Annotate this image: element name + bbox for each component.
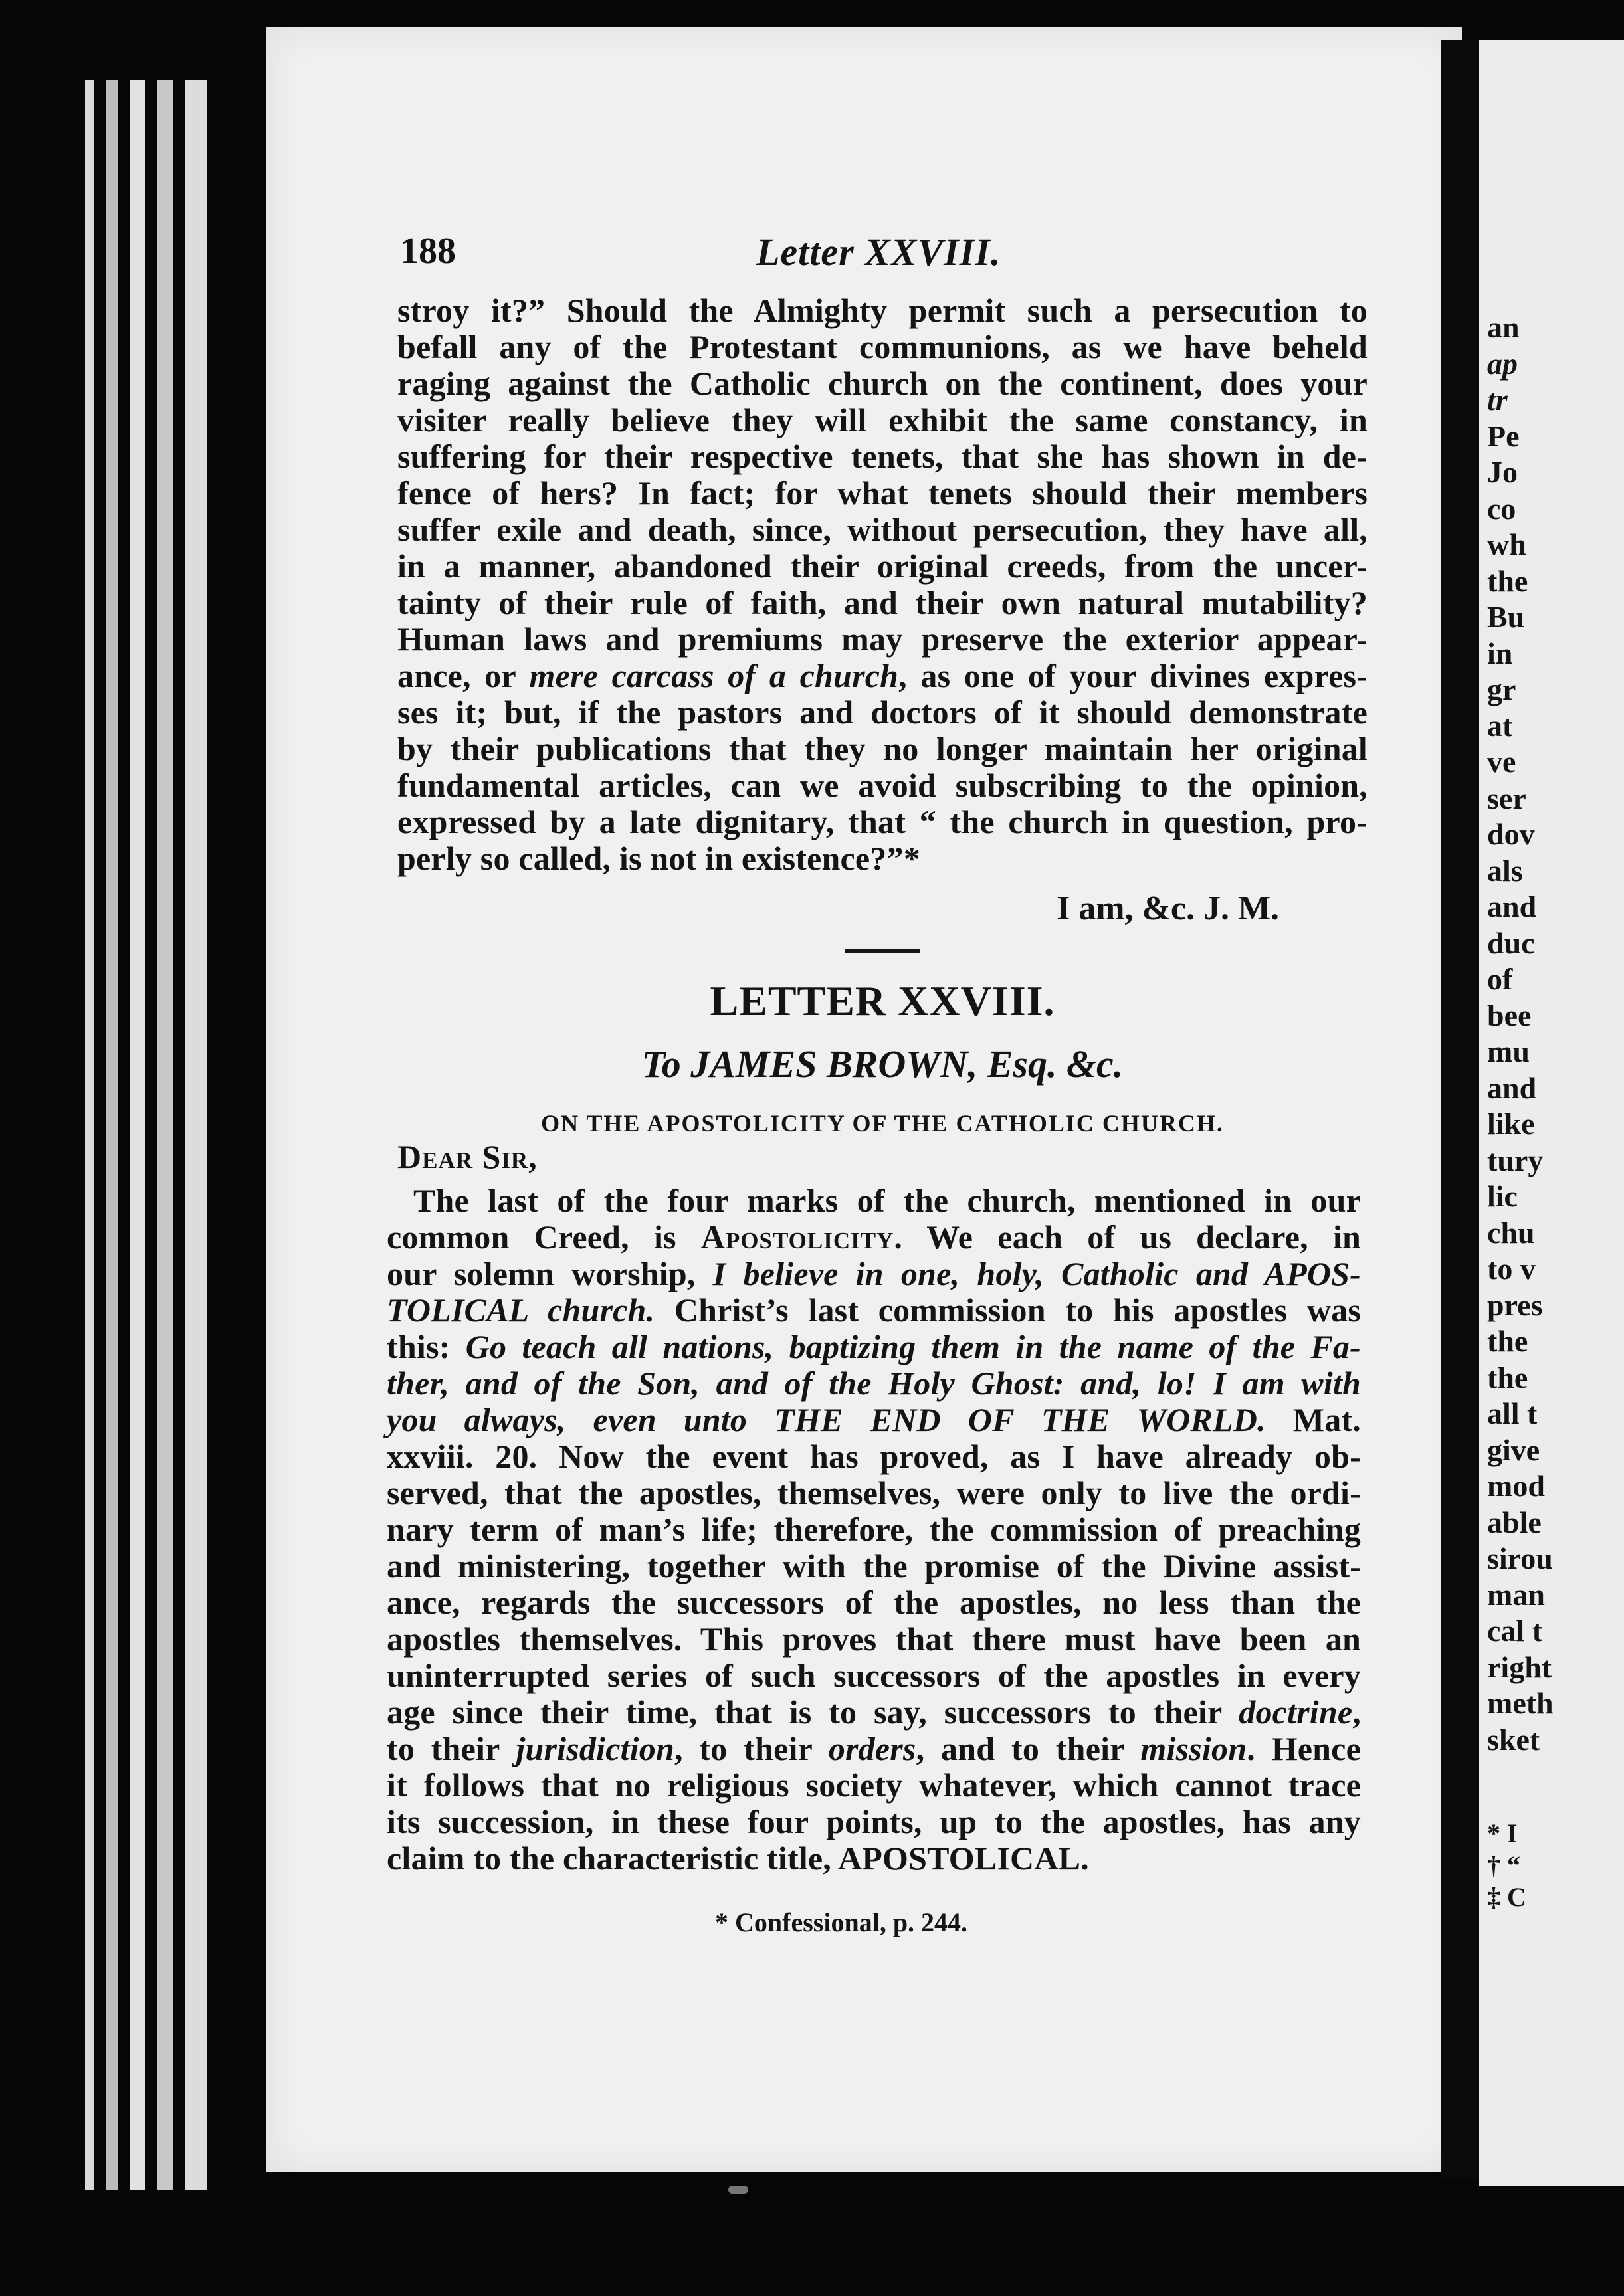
text-run: , and to their — [916, 1730, 1141, 1767]
facing-page-fragment: sirou — [1487, 1541, 1553, 1575]
facing-page-fragment: co — [1487, 491, 1516, 526]
facing-page-note: ‡ C — [1487, 1882, 1526, 1912]
footnote: * Confessional, p. 244. — [715, 1907, 968, 1937]
facing-page-note: † “ — [1487, 1850, 1520, 1880]
facing-page-fragment: the — [1487, 1324, 1528, 1358]
letter-topic: ON THE APOSTOLICITY OF THE CATHOLIC CHURCH. — [541, 1110, 1224, 1137]
text-line — [387, 1365, 1361, 1402]
text-line: xxviii. 20. Now the event has proved, as I have already ob- — [387, 1438, 1361, 1475]
text-line — [387, 1731, 1361, 1767]
italic-phrase: mere carcass of a church — [529, 657, 899, 694]
facing-page-fragment: pres — [1487, 1288, 1543, 1322]
facing-page-fragment: and — [1487, 1070, 1537, 1105]
italic-phrase: TOLICAL church. — [387, 1292, 655, 1329]
text-run: age since their time, that is to say, successors to their — [387, 1693, 1239, 1731]
text-line: befall any of the Protestant communions, as we have beheld — [397, 328, 1368, 365]
italic-phrase: Go teach all nations, baptizing them in the name of the Fa- — [465, 1328, 1361, 1365]
text-line: nary term of man’s life; therefore, the commission of preaching — [387, 1511, 1361, 1548]
facing-page-note: * I — [1487, 1818, 1518, 1848]
text-line — [387, 1256, 1361, 1292]
italic-phrase: ther, and of the Son, and of the Holy Ghost: and, lo! I am with — [387, 1365, 1361, 1402]
text-line: served, that the apostles, themselves, were only to live the ordi- — [387, 1474, 1361, 1511]
text-line: fundamental articles, can we avoid subscribing to the opinion, — [397, 767, 1368, 804]
facing-page-fragment: tury — [1487, 1143, 1544, 1177]
print-speck — [728, 2186, 748, 2194]
text-run: to their — [387, 1730, 516, 1767]
facing-page-fragment: the — [1487, 1360, 1528, 1394]
text-line: its succession, in these four points, up to the apostles, has any — [387, 1803, 1361, 1840]
facing-page-fragment: in — [1487, 636, 1513, 670]
facing-page-fragment: lic — [1487, 1179, 1518, 1213]
page-edge — [130, 80, 145, 2190]
facing-page-fragment: cal t — [1487, 1614, 1543, 1648]
text-line — [387, 1694, 1361, 1731]
page-number: 188 — [400, 231, 456, 272]
letter-addressee: To JAMES BROWN, Esq. &c. — [641, 1042, 1124, 1086]
facing-page-fragment: gr — [1487, 672, 1516, 706]
text-run: , to their — [674, 1730, 829, 1767]
text-line — [387, 1402, 1361, 1438]
text-line: raging against the Catholic church on the continent, does your — [397, 365, 1368, 402]
small-caps-word: Apostolicity — [700, 1218, 894, 1256]
facing-page-fragment: and — [1487, 890, 1537, 923]
text-line — [387, 1219, 1361, 1256]
text-line: perly so called, is not in existence?”* — [397, 840, 920, 877]
italic-phrase: I believe in one, holy, Catholic and APOS- — [712, 1255, 1361, 1292]
text-run: , as one of your divines expres- — [898, 657, 1368, 694]
facing-page-fragment: ap — [1487, 346, 1518, 381]
letter-body — [387, 1183, 1361, 1877]
page-edge — [85, 80, 94, 2190]
facing-page-fragment: wh — [1487, 527, 1526, 561]
text-line: tainty of their rule of faith, and their own natural mutability? — [397, 584, 1368, 621]
text-run: common Creed, is — [387, 1218, 701, 1256]
facing-page-fragment: Bu — [1487, 600, 1525, 634]
facing-page-fragment: ser — [1487, 781, 1526, 815]
facing-page-fragment: tr — [1487, 383, 1508, 417]
facing-page-fragment: Jo — [1487, 455, 1518, 489]
facing-page-fragment: ve — [1487, 745, 1516, 779]
italic-word: mission — [1140, 1730, 1247, 1767]
salutation: Dear Sir, — [397, 1138, 538, 1175]
facing-page-fragment: an — [1487, 310, 1520, 344]
facing-page-fragment: at — [1487, 708, 1513, 743]
facing-page-fragment: of — [1487, 962, 1513, 996]
facing-page-fragment: dov — [1487, 817, 1535, 851]
facing-page-fragment: able — [1487, 1505, 1542, 1539]
text-line: ses it; but, if the pastors and doctors of it should demonstrate — [397, 694, 1368, 731]
text-line: by their publications that they no longer maintain her original — [397, 730, 1368, 767]
facing-page-fragment: the — [1487, 563, 1528, 598]
text-line — [387, 1292, 1361, 1329]
text-run: , — [1352, 1693, 1361, 1731]
text-line: apostles themselves. This proves that there must have been an — [387, 1620, 1361, 1658]
section-divider — [845, 949, 920, 953]
letter-title: LETTER XXVIII. — [710, 977, 1055, 1024]
italic-word: orders — [828, 1730, 916, 1767]
text-line: claim to the characteristic title, APOSTOLICAL. — [387, 1840, 1089, 1877]
facing-page-fragment: als — [1487, 853, 1523, 888]
facing-page — [1479, 40, 1624, 2186]
text-run: Christ’s last commission to his apostles was — [655, 1292, 1361, 1329]
facing-page-fragment: bee — [1487, 998, 1532, 1032]
text-line: suffering for their respective tenets, that she has shown in de- — [397, 438, 1368, 475]
book-gutter — [1441, 40, 1479, 2179]
facing-page-fragment: mu — [1487, 1034, 1530, 1068]
text-line: in a manner, abandoned their original creeds, from the uncer- — [397, 547, 1368, 585]
text-line: stroy it?” Should the Almighty permit such a persecution to — [397, 292, 1368, 329]
facing-page-fragment: sket — [1487, 1722, 1540, 1757]
facing-page-fragment: chu — [1487, 1215, 1535, 1250]
page-edge — [106, 80, 118, 2190]
text-run: . Hence — [1247, 1730, 1361, 1767]
text-line — [397, 658, 1368, 694]
page-header — [397, 230, 1368, 276]
facing-page-fragment: like — [1487, 1107, 1535, 1141]
text-run: this: — [387, 1328, 466, 1365]
facing-page-fragment: man — [1487, 1577, 1545, 1612]
facing-page-fragment: meth — [1487, 1686, 1554, 1720]
text-run: Mat. — [1265, 1401, 1362, 1438]
text-line: The last of the four marks of the church, mentioned in our — [413, 1182, 1361, 1219]
text-line: Human laws and premiums may preserve the exterior appear- — [397, 621, 1368, 658]
italic-word: doctrine — [1239, 1693, 1353, 1731]
text-line: visiter really believe they will exhibit the same constancy, in — [397, 401, 1368, 438]
text-run: our solemn worship, — [387, 1255, 713, 1292]
signature: I am, &c. J. M. — [1057, 890, 1280, 927]
facing-page-fragment: all t — [1487, 1396, 1538, 1430]
text-line: ance, regards the successors of the apostles, no less than the — [387, 1584, 1361, 1621]
text-run: . We each of us declare, in — [894, 1218, 1362, 1256]
page-edge — [185, 80, 207, 2190]
italic-word: jurisdiction — [516, 1730, 674, 1767]
text-line — [387, 1329, 1361, 1365]
text-line: expressed by a late dignitary, that “ the church in question, pro- — [397, 803, 1368, 840]
text-line: suffer exile and death, since, without persecution, they have all, — [397, 511, 1368, 548]
text-line: fence of hers? In fact; for what tenets should their members — [397, 474, 1368, 512]
facing-page-fragment: give — [1487, 1432, 1540, 1467]
text-line: it follows that no religious society whatever, which cannot trace — [387, 1767, 1361, 1804]
page-edge — [157, 80, 173, 2190]
running-head: Letter XXVIII. — [756, 231, 1001, 274]
facing-page-fragment: to v — [1487, 1252, 1536, 1286]
italic-phrase: you always, even unto THE END OF THE WORLD. — [387, 1401, 1266, 1438]
text-line: and ministering, together with the promise of the Divine assist- — [387, 1547, 1361, 1584]
text-run: ance, or — [397, 657, 530, 694]
facing-page-fragment: Pe — [1487, 419, 1520, 453]
text-line: uninterrupted series of such successors of the apostles in every — [387, 1657, 1361, 1694]
facing-page-fragment: duc — [1487, 925, 1535, 960]
facing-page-fragment: right — [1487, 1650, 1552, 1684]
facing-page-fragment: mod — [1487, 1469, 1545, 1503]
previous-letter-ending — [397, 292, 1368, 877]
